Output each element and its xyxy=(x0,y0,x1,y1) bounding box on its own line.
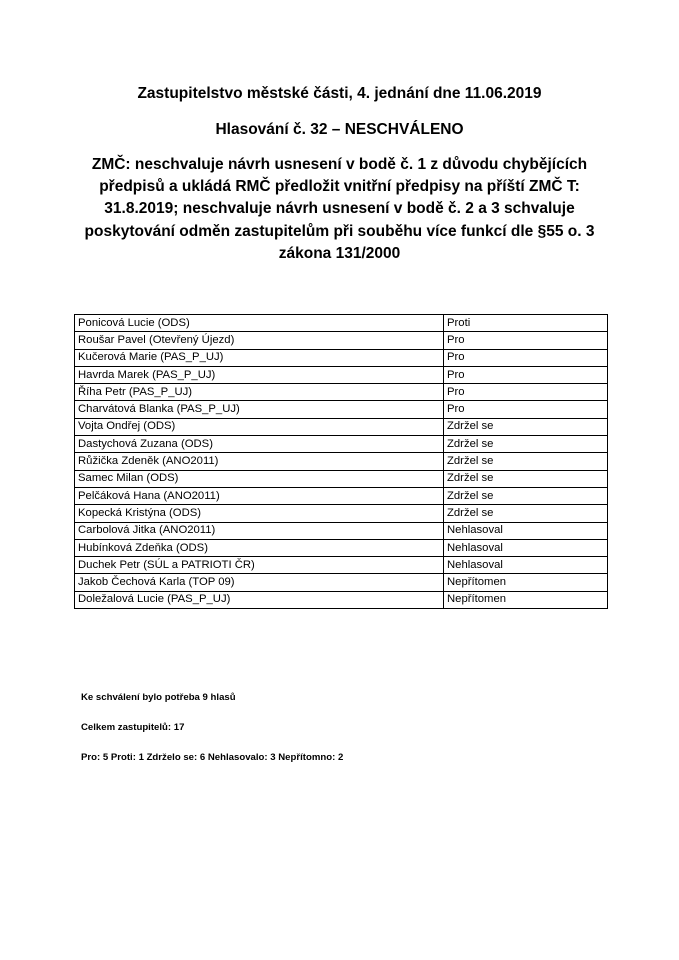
member-vote: Pro xyxy=(444,332,608,349)
member-name: Kučerová Marie (PAS_P_UJ) xyxy=(75,349,444,366)
member-name: Pelčáková Hana (ANO2011) xyxy=(75,487,444,504)
table-row xyxy=(75,332,608,349)
table-row xyxy=(75,401,608,418)
table-row xyxy=(75,384,608,401)
vote-counts: Pro: 5 Proti: 1 Zdrželo se: 6 Nehlasovalo: 3 Nepřítomno: 2 xyxy=(81,752,344,763)
member-vote: Nepřítomen xyxy=(444,574,608,591)
member-vote: Pro xyxy=(444,349,608,366)
table-row xyxy=(75,487,608,504)
member-name: Hubínková Zdeňka (ODS) xyxy=(75,539,444,556)
member-name: Samec Milan (ODS) xyxy=(75,470,444,487)
member-name: Roušar Pavel (Otevřený Újezd) xyxy=(75,332,444,349)
table-row xyxy=(75,453,608,470)
member-name: Carbolová Jitka (ANO2011) xyxy=(75,522,444,539)
table-row xyxy=(75,349,608,366)
table-row xyxy=(75,315,608,332)
table-row xyxy=(75,418,608,435)
member-vote: Nehlasoval xyxy=(444,539,608,556)
member-name: Charvátová Blanka (PAS_P_UJ) xyxy=(75,401,444,418)
member-vote: Proti xyxy=(444,315,608,332)
member-vote: Pro xyxy=(444,384,608,401)
member-vote: Zdržel se xyxy=(444,418,608,435)
member-vote: Zdržel se xyxy=(444,453,608,470)
member-name: Dastychová Zuzana (ODS) xyxy=(75,436,444,453)
member-name: Kopecká Kristýna (ODS) xyxy=(75,505,444,522)
total-members: Celkem zastupitelů: 17 xyxy=(81,722,185,733)
member-name: Vojta Ondřej (ODS) xyxy=(75,418,444,435)
member-name: Havrda Marek (PAS_P_UJ) xyxy=(75,366,444,383)
table-row xyxy=(75,591,608,608)
table-row xyxy=(75,574,608,591)
table-row xyxy=(75,557,608,574)
member-vote: Zdržel se xyxy=(444,436,608,453)
table-row xyxy=(75,366,608,383)
member-vote: Zdržel se xyxy=(444,470,608,487)
votes-table xyxy=(74,314,608,609)
table-row xyxy=(75,539,608,556)
member-name: Říha Petr (PAS_P_UJ) xyxy=(75,384,444,401)
member-name: Ponicová Lucie (ODS) xyxy=(75,315,444,332)
table-row xyxy=(75,505,608,522)
member-vote: Nepřítomen xyxy=(444,591,608,608)
member-name: Růžička Zdeněk (ANO2011) xyxy=(75,453,444,470)
member-vote: Nehlasoval xyxy=(444,522,608,539)
vote-title: Hlasování č. 32 – NESCHVÁLENO xyxy=(215,121,464,138)
member-vote: Pro xyxy=(444,401,608,418)
member-name: Doležalová Lucie (PAS_P_UJ) xyxy=(75,591,444,608)
meeting-title: Zastupitelstvo městské části, 4. jednání dne 11.06.2019 xyxy=(137,85,542,102)
table-row xyxy=(75,436,608,453)
table-row xyxy=(75,470,608,487)
member-vote: Zdržel se xyxy=(444,487,608,504)
table-row xyxy=(75,522,608,539)
member-name: Jakob Čechová Karla (TOP 09) xyxy=(75,574,444,591)
member-vote: Zdržel se xyxy=(444,505,608,522)
member-name: Duchek Petr (SÚL a PATRIOTI ČR) xyxy=(75,557,444,574)
member-vote: Nehlasoval xyxy=(444,557,608,574)
resolution-text: ZMČ: neschvaluje návrh usnesení v bodě č. 1 z důvodu chybějících předpisů a ukládá RMČ předložit vnitřní předpisy na příští ZMČ T: 31.8.2019; neschvaluje návrh usnesení v bodě č. 2 a 3 schvaluje poskytování odměn zastupitelům při souběhu více funkcí dle §55 o. 3 zákona 131/2000 xyxy=(84,156,595,262)
required-votes: Ke schválení bylo potřeba 9 hlasů xyxy=(81,692,236,703)
member-vote: Pro xyxy=(444,366,608,383)
